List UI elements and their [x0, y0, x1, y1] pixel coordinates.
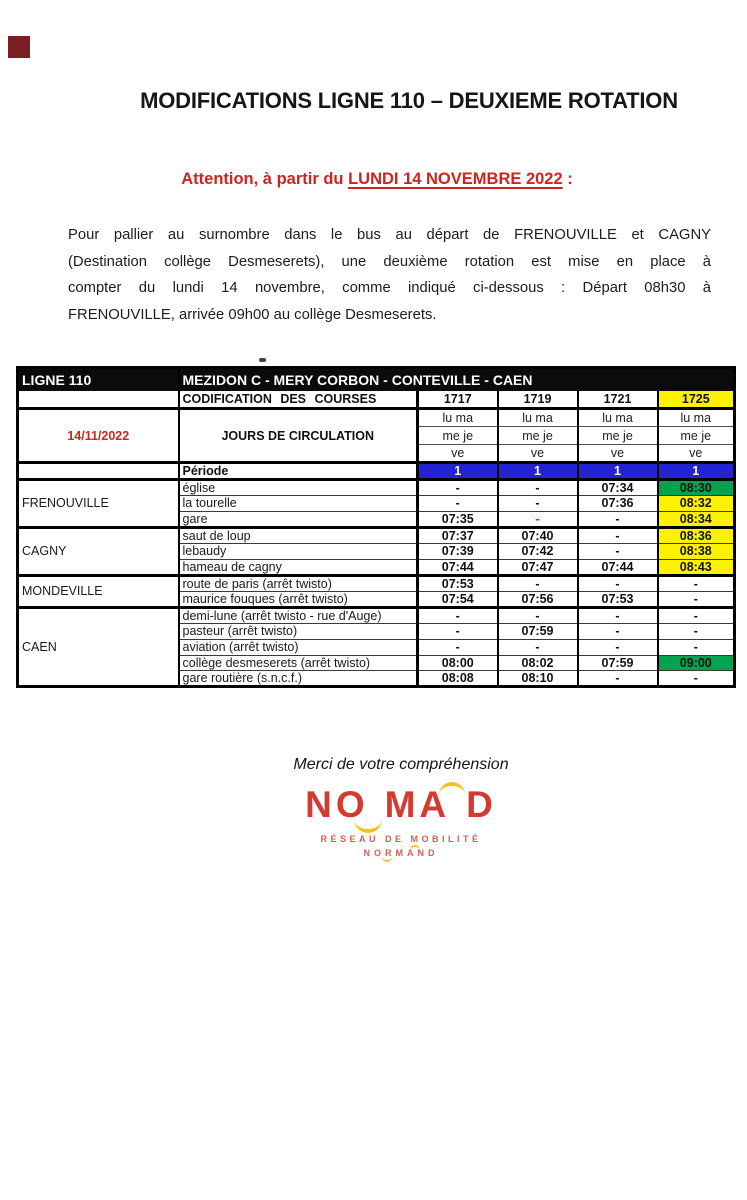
stop-row	[18, 607, 735, 623]
operating-days-value: lu ma	[418, 409, 498, 427]
time-cell: 09:00	[658, 655, 735, 671]
time-cell: -	[658, 607, 735, 623]
operating-days-value: lu ma	[578, 409, 658, 427]
time-cell: 08:02	[498, 655, 578, 671]
time-cell: 08:34	[658, 511, 735, 527]
time-cell: -	[578, 543, 658, 559]
period-label: Période	[179, 463, 418, 480]
period-value: 1	[578, 463, 658, 480]
time-cell: 07:44	[578, 559, 658, 575]
time-cell: 08:38	[658, 543, 735, 559]
scan-speck	[259, 358, 266, 362]
time-cell: -	[578, 511, 658, 527]
time-cell: 08:30	[658, 480, 735, 496]
stop-name-cell: collège desmeserets (arrêt twisto)	[179, 655, 418, 671]
time-cell: -	[658, 639, 735, 655]
nomad-wordmark	[296, 786, 506, 823]
attention-date-underlined: LUNDI 14 NOVEMBRE 2022	[348, 170, 563, 188]
city-cell: CAEN	[18, 607, 179, 687]
logo-part-ma: MA	[384, 784, 451, 825]
scan-corner-square	[8, 36, 30, 58]
time-cell: -	[658, 575, 735, 591]
time-cell: 07:53	[578, 591, 658, 607]
notice-line: compter du lundi 14 novembre, comme indiqué ci-dessous : Départ 08h30 à	[68, 280, 711, 297]
route-label: MEZIDON C - MERY CORBON - CONTEVILLE - CAEN	[179, 368, 735, 391]
city-cell: CAGNY	[18, 527, 179, 575]
time-cell: 07:56	[498, 591, 578, 607]
course-number: 1717	[418, 391, 498, 409]
time-cell: 07:59	[498, 623, 578, 639]
time-cell: -	[578, 607, 658, 623]
operating-days-value: me je	[658, 427, 735, 445]
stop-name-cell: gare routière (s.n.c.f.)	[179, 671, 418, 687]
operating-days-row	[18, 409, 735, 427]
stop-name-cell: gare	[179, 511, 418, 527]
time-cell: -	[658, 623, 735, 639]
thanks-note: Merci de votre compréhension	[293, 756, 509, 773]
period-row	[18, 463, 735, 480]
yellow-arc-icon	[439, 782, 465, 796]
time-cell: 07:40	[498, 527, 578, 543]
time-cell: -	[498, 607, 578, 623]
time-cell: -	[418, 623, 498, 639]
time-cell: 07:35	[418, 511, 498, 527]
empty-cell	[18, 391, 179, 409]
page-title: MODIFICATIONS LIGNE 110 – DEUXIEME ROTATION	[140, 88, 678, 113]
logo-part-no: NO	[305, 784, 369, 825]
course-number: 1719	[498, 391, 578, 409]
line-number-label: LIGNE 110	[18, 368, 179, 391]
time-cell: -	[418, 480, 498, 496]
yellow-smile-icon	[354, 819, 382, 833]
time-cell: 07:37	[418, 527, 498, 543]
time-cell: 08:32	[658, 496, 735, 512]
notice-paragraph	[68, 222, 711, 328]
period-value: 1	[418, 463, 498, 480]
stop-name-cell: saut de loup	[179, 527, 418, 543]
time-cell: 07:36	[578, 496, 658, 512]
operating-days-value: ve	[578, 445, 658, 463]
timetable	[16, 366, 736, 688]
time-cell: -	[578, 671, 658, 687]
time-cell: -	[498, 511, 578, 527]
time-cell: 07:44	[418, 559, 498, 575]
yellow-smile-small-icon	[382, 856, 392, 862]
city-cell: MONDEVILLE	[18, 575, 179, 607]
time-cell: -	[498, 575, 578, 591]
operating-days-value: ve	[498, 445, 578, 463]
time-cell: 08:00	[418, 655, 498, 671]
operating-days-value: me je	[418, 427, 498, 445]
time-cell: 07:53	[418, 575, 498, 591]
stop-name-cell: hameau de cagny	[179, 559, 418, 575]
stop-name-cell: église	[179, 480, 418, 496]
codification-label: CODIFICATION DES COURSES	[179, 391, 418, 409]
attention-prefix: Attention, à partir du	[181, 170, 349, 188]
time-cell: -	[418, 496, 498, 512]
logo-tagline-reseau: RÉSEAU DE MOBILITÉ	[320, 834, 482, 844]
logo-part-d: D	[466, 784, 497, 825]
operating-days-value: me je	[498, 427, 578, 445]
stop-name-cell: demi-lune (arrêt twisto - rue d'Auge)	[179, 607, 418, 623]
time-cell: 08:43	[658, 559, 735, 575]
time-cell: -	[578, 623, 658, 639]
time-cell: 08:08	[418, 671, 498, 687]
time-cell: 07:34	[578, 480, 658, 496]
time-cell: -	[498, 480, 578, 496]
time-cell: -	[658, 591, 735, 607]
stop-name-cell: pasteur (arrêt twisto)	[179, 623, 418, 639]
timetable-table	[16, 366, 736, 688]
table-header-row	[18, 368, 735, 391]
stop-name-cell: maurice fouques (arrêt twisto)	[179, 591, 418, 607]
period-value: 1	[498, 463, 578, 480]
operating-days-value: ve	[658, 445, 735, 463]
logo-tagline-normand: NORMAND	[363, 848, 439, 858]
course-number: 1725	[658, 391, 735, 409]
time-cell: 07:47	[498, 559, 578, 575]
time-cell: 07:54	[418, 591, 498, 607]
operating-days-label: JOURS DE CIRCULATION	[179, 409, 418, 463]
operating-days-value: me je	[578, 427, 658, 445]
stop-row	[18, 527, 735, 543]
time-cell: -	[498, 496, 578, 512]
stop-row	[18, 480, 735, 496]
time-cell: -	[498, 639, 578, 655]
attention-suffix: :	[562, 170, 573, 188]
empty-cell	[18, 463, 179, 480]
notice-line: Pour pallier au surnombre dans le bus au départ de FRENOUVILLE et CAGNY	[68, 227, 711, 243]
attention-note	[181, 170, 573, 189]
city-cell: FRENOUVILLE	[18, 480, 179, 528]
time-cell: -	[578, 575, 658, 591]
time-cell: 07:59	[578, 655, 658, 671]
stop-name-cell: la tourelle	[179, 496, 418, 512]
stop-name-cell: route de paris (arrêt twisto)	[179, 575, 418, 591]
time-cell: -	[418, 639, 498, 655]
time-cell: -	[658, 671, 735, 687]
stop-name-cell: aviation (arrêt twisto)	[179, 639, 418, 655]
operating-days-value: ve	[418, 445, 498, 463]
yellow-arc-small-icon	[410, 845, 420, 851]
stop-row	[18, 575, 735, 591]
time-cell: -	[578, 527, 658, 543]
codification-row	[18, 391, 735, 409]
operating-days-value: lu ma	[680, 411, 712, 425]
time-cell: -	[578, 639, 658, 655]
time-cell: 08:36	[658, 527, 735, 543]
notice-line: FRENOUVILLE, arrivée 09h00 au collège Desmeserets.	[68, 306, 437, 323]
course-number: 1721	[578, 391, 658, 409]
notice-line: (Destination collège Desmeserets), une deuxième rotation est mise en place à	[68, 253, 711, 270]
time-cell: 07:42	[498, 543, 578, 559]
nomad-logo	[296, 786, 506, 864]
effective-date: 14/11/2022	[18, 409, 179, 463]
time-cell: 08:10	[498, 671, 578, 687]
time-cell: -	[418, 607, 498, 623]
operating-days-value: lu ma	[498, 409, 578, 427]
period-value: 1	[658, 463, 735, 480]
stop-name-cell: lebaudy	[179, 543, 418, 559]
time-cell: 07:39	[418, 543, 498, 559]
